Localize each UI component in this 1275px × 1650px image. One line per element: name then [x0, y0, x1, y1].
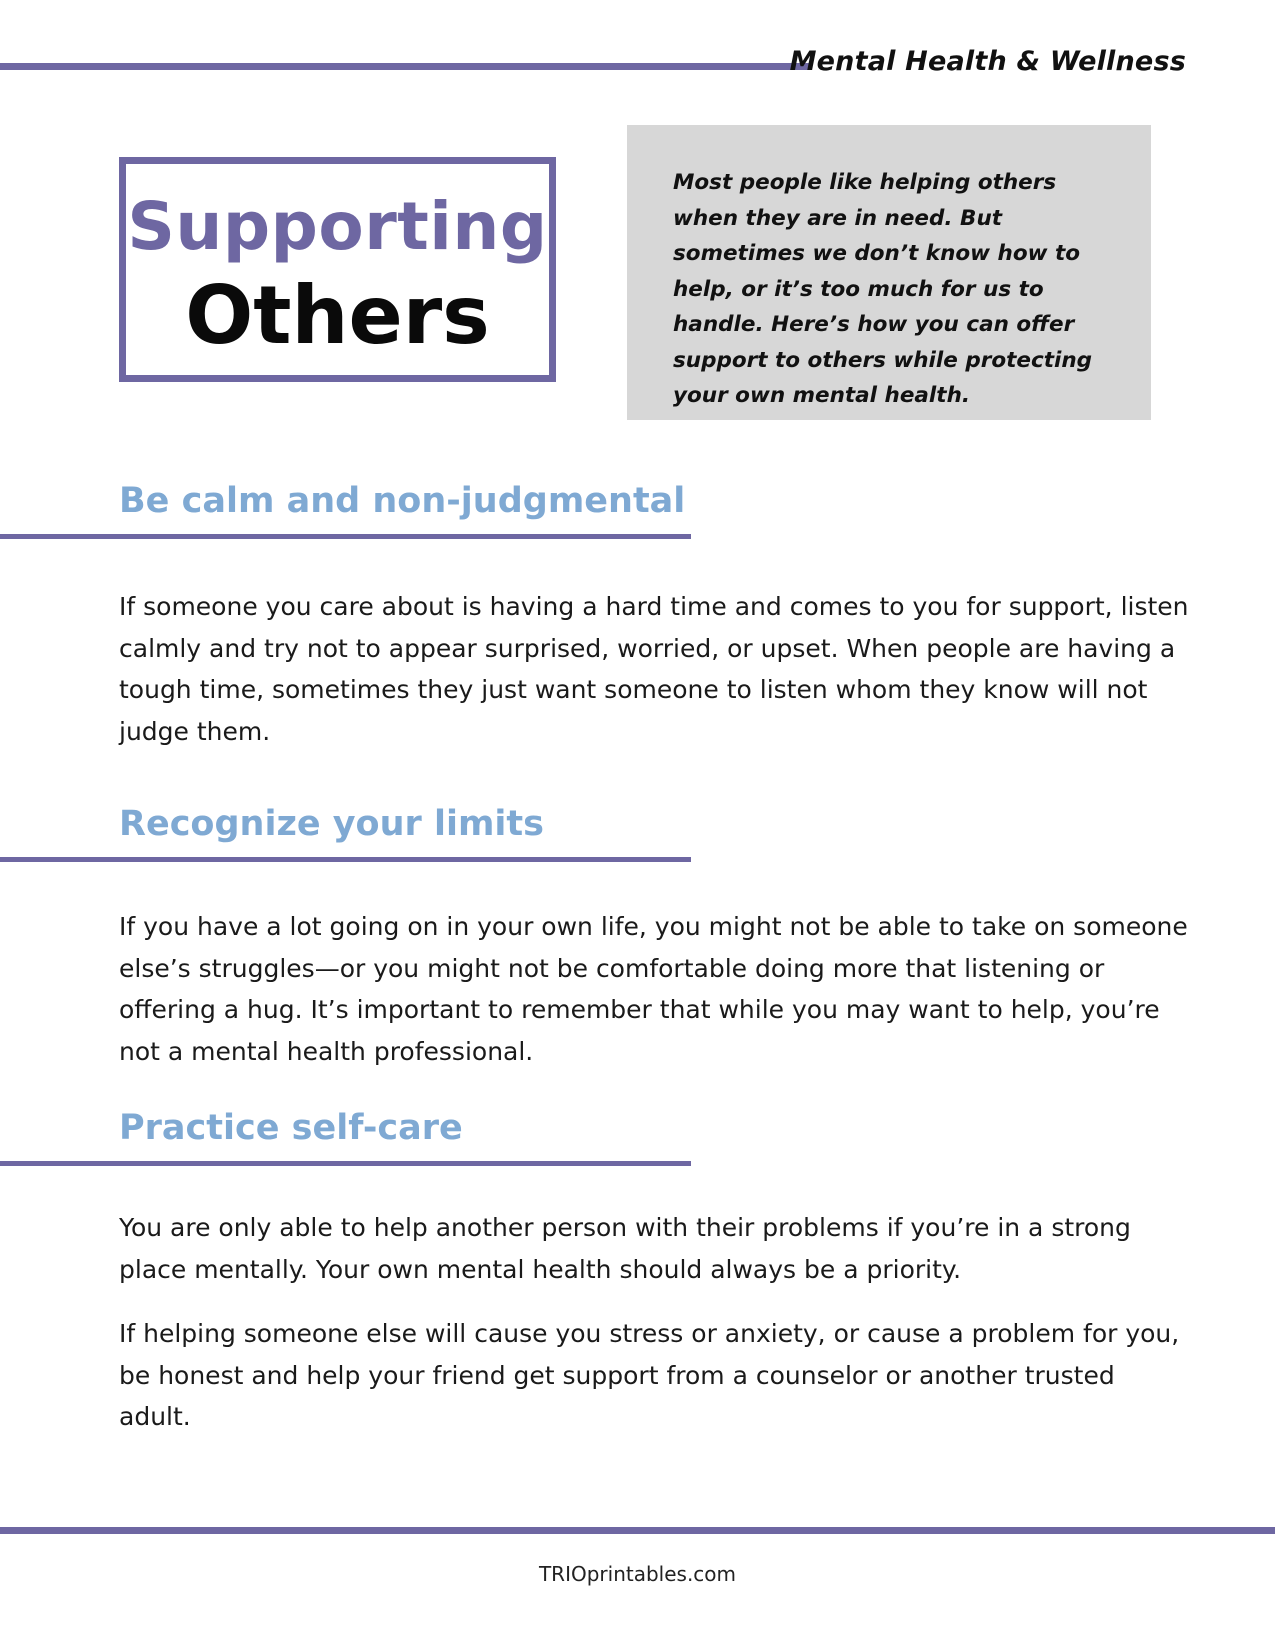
title-box [119, 157, 556, 382]
section-heading-be-calm: Be calm and non-judgmental [119, 481, 686, 521]
section-paragraph: If you have a lot going on in your own life, you might not be able to take on someone else’s struggles—or you might not be comfortable doing more that listening or offering a hug. It’s important to remember that while you may want to help, you’re not a mental health professional. [119, 912, 1188, 1066]
intro-box [627, 125, 1151, 420]
header-rule [0, 63, 811, 70]
section-rule [0, 534, 691, 539]
series-label: Mental Health & Wellness [789, 46, 1186, 77]
title-line-1: Supporting [127, 188, 548, 265]
intro-text: Most people like helping others when they are in need. But sometimes we don’t know how to help, or it’s too much for us to handle. Here’s how you can offer support to others while protecting your own mental health. [673, 170, 1093, 408]
title-line-2: Others [185, 269, 490, 362]
section-rule [0, 1161, 691, 1166]
footer-rule [0, 1527, 1275, 1534]
section-rule [0, 857, 691, 862]
section-paragraph: You are only able to help another person with their problems if you’re in a strong place mentally. Your own mental health should always be a priority. [119, 1213, 1131, 1284]
section-paragraph: If someone you care about is having a hard time and comes to you for support, listen calmly and try not to appear surprised, worried, or upset. When people are having a tough time, sometimes they just want someone to listen whom they know will not judge them. [119, 592, 1189, 746]
section-heading-self-care: Practice self-care [119, 1108, 463, 1148]
section-paragraph: If helping someone else will cause you stress or anxiety, or cause a problem for you, be honest and help your friend get support from a counselor or another trusted adult. [119, 1319, 1180, 1431]
section-heading-recognize-limits: Recognize your limits [119, 804, 544, 844]
footer-site: TRIOprintables.com [538, 1562, 737, 1586]
